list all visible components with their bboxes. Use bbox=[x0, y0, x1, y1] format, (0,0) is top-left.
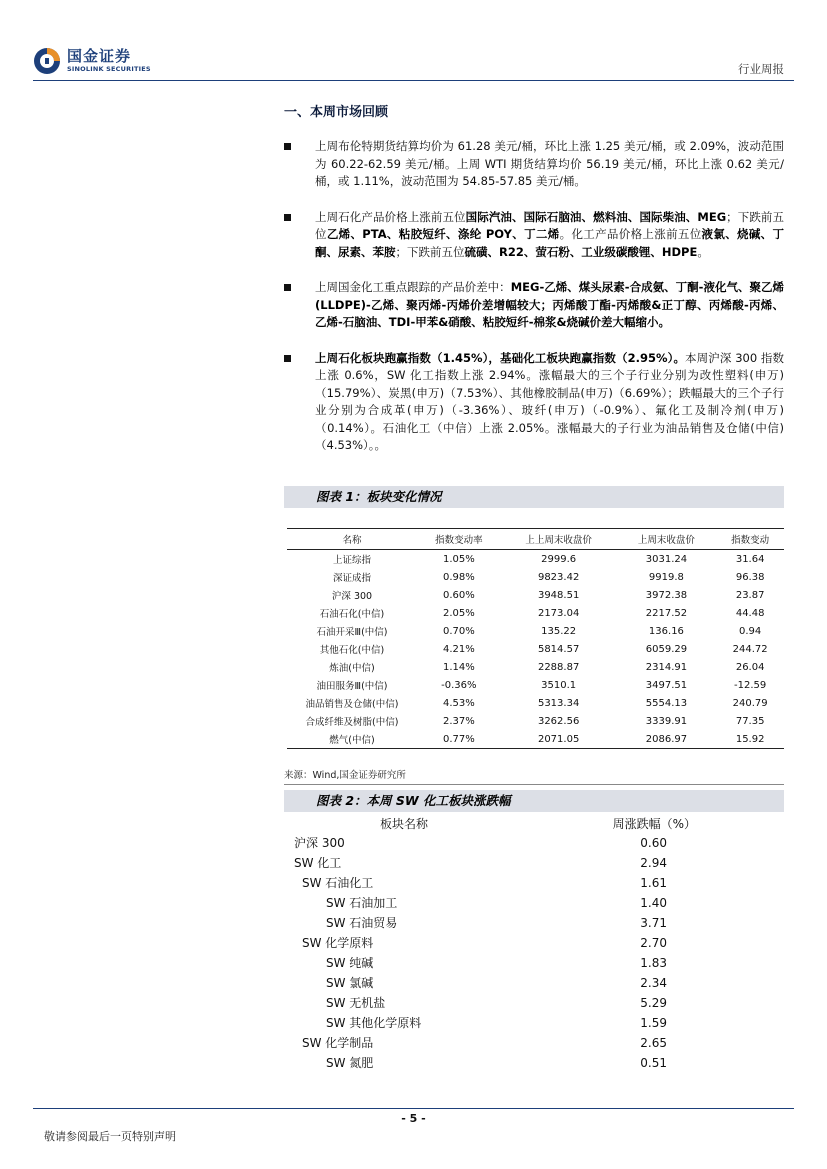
bullet-bold-text: MEG-乙烯、煤头尿素-合成氨、丁酮-液化气、聚乙烯(LLDPE)-乙烯、聚丙烯-丙烯价差增幅较大；丙烯酸丁酯-丙烯酸&正丁醇、丙烯酸-丙烯、乙烯-石脑油、TDI-甲苯&硝酸、粘胶短纤-棉浆&烧碱价差大幅缩小。 bbox=[315, 280, 785, 329]
table-row bbox=[284, 873, 784, 893]
weekly-change-value: 1.83 bbox=[640, 956, 667, 970]
bullet-text: 。化工产品价格上涨前五位 bbox=[559, 227, 702, 241]
figure1-source: 来源：Wind,国金证券研究所 bbox=[284, 770, 406, 781]
value-cell: 0.94 bbox=[739, 625, 762, 637]
value-cell: 2.05% bbox=[442, 607, 475, 619]
weekly-change-value: 1.40 bbox=[640, 896, 667, 910]
disclaimer-note: 敬请参阅最后一页特别声明 bbox=[44, 1130, 176, 1143]
table-row bbox=[287, 712, 784, 730]
table-row bbox=[287, 586, 784, 604]
row-name-cell: 沪深 300 bbox=[331, 591, 373, 602]
weekly-change-value: 2.65 bbox=[640, 1036, 667, 1050]
table-row bbox=[287, 676, 784, 694]
value-cell: 3497.51 bbox=[645, 679, 688, 691]
bullet-bold-text: 乙烯、PTA、粘胶短纤、涤纶 POY、丁二烯 bbox=[326, 227, 560, 241]
value-cell: 3339.91 bbox=[645, 715, 688, 727]
sector-name: SW 化工 bbox=[294, 856, 342, 870]
source-divider bbox=[284, 784, 784, 785]
row-name-cell: 油田服务Ⅲ(中信) bbox=[316, 681, 388, 692]
row-name-cell: 燃气(中信) bbox=[287, 730, 417, 749]
value-cell: 135.22 bbox=[541, 625, 577, 637]
value-cell: 3510.1 bbox=[541, 679, 577, 691]
table-row bbox=[287, 622, 784, 640]
value-cell: 244.72 bbox=[732, 643, 768, 655]
row-name-cell: 上证综指 bbox=[332, 555, 371, 566]
value-cell: 0.70% bbox=[442, 625, 475, 637]
value-cell: 2314.91 bbox=[645, 661, 688, 673]
logo-cn-text: 国金证券 bbox=[67, 47, 132, 65]
value-cell: 2.37% bbox=[442, 715, 475, 727]
value-cell: 2071.05 bbox=[501, 730, 617, 749]
weekly-change-value: 0.60 bbox=[640, 836, 667, 850]
bullet-text: ；下跌前五位 bbox=[315, 209, 784, 241]
sector-name: SW 氯碱 bbox=[326, 976, 374, 990]
bullet-text: 本周沪深 300 指数上涨 0.6%，SW 化工指数上涨 2.94%。涨幅最大的三个子行业分别为改性塑料(申万)（15.79%）、炭黑(申万)（7.53%）、其他橡胶制品(申万)（6.69%）；跌幅最大的三个子行业分别为合成革(申万)（-3.36%）、玻纤(申万)（-0.9%）、氟化工及制冷剂(申万)（0.14%）。石油化工（中信）上涨 2.05%。涨幅最大的子行业为油品销售及仓储(中信)（4.53%）。。 bbox=[315, 350, 784, 452]
value-cell: 2288.87 bbox=[537, 661, 580, 673]
value-cell: 31.64 bbox=[735, 553, 765, 565]
table-row bbox=[287, 568, 784, 586]
row-name-cell: 油品销售及仓储(中信) bbox=[305, 699, 399, 710]
column-header: 名称 bbox=[287, 529, 417, 550]
table-row bbox=[287, 550, 784, 569]
value-cell: 3262.56 bbox=[537, 715, 580, 727]
bullet-oil-prices bbox=[284, 138, 784, 191]
company-logo bbox=[33, 45, 151, 77]
figure1-title: 图表 1：板块变化情况 bbox=[284, 486, 784, 508]
sector-change-table bbox=[287, 528, 784, 749]
bullet-text: 上周布伦特期货结算均价为 61.28 美元/桶，环比上涨 1.25 美元/桶，或 2.09%，波动范围为 60.22-62.59 美元/桶。上周 WTI 期货结算均价 56.19 美元/桶，环比上涨 0.62 美元/桶，或 1.11%，波动范围为 54.85-57.85 美元/桶。 bbox=[315, 139, 784, 188]
weekly-change-value: 1.59 bbox=[640, 1016, 667, 1030]
table-row bbox=[284, 853, 784, 873]
column-header: 上周末收盘价 bbox=[617, 529, 717, 550]
logo-en-text: SINOLINK SECURITIES bbox=[67, 65, 151, 73]
report-type-label: 行业周报 bbox=[738, 62, 784, 76]
table-row bbox=[284, 913, 784, 933]
value-cell: 96.38 bbox=[735, 571, 765, 583]
table-row bbox=[284, 953, 784, 973]
row-name-cell: 石油石化(中信) bbox=[319, 609, 385, 620]
weekly-change-value: 2.70 bbox=[640, 936, 667, 950]
value-cell: 0.60% bbox=[442, 589, 475, 601]
value-cell: 44.48 bbox=[735, 607, 765, 619]
row-name-cell: 炼油(中信) bbox=[329, 663, 375, 674]
value-cell: 0.98% bbox=[442, 571, 475, 583]
market-review-bullets bbox=[284, 138, 784, 473]
value-cell: 136.16 bbox=[648, 625, 684, 637]
table-row bbox=[287, 640, 784, 658]
value-cell: 5814.57 bbox=[537, 643, 580, 655]
bullet-text: 。 bbox=[697, 244, 709, 259]
value-cell: 0.77% bbox=[417, 730, 501, 749]
value-cell: 2086.97 bbox=[617, 730, 717, 749]
bullet-bold-text: 液氯、烧碱、丁酮、尿素、苯胺 bbox=[315, 227, 785, 259]
value-cell: 4.53% bbox=[442, 697, 475, 709]
table-row bbox=[284, 893, 784, 913]
table-header-row bbox=[287, 529, 784, 550]
footer-divider bbox=[33, 1108, 794, 1109]
sector-name: SW 氮肥 bbox=[326, 1056, 374, 1070]
table-row bbox=[284, 1013, 784, 1033]
table-row bbox=[284, 1053, 784, 1073]
weekly-change-value: 0.51 bbox=[640, 1056, 667, 1070]
table-row bbox=[284, 973, 784, 993]
value-cell: 4.21% bbox=[442, 643, 475, 655]
figure2-title: 图表 2：本周 SW 化工板块涨跌幅 bbox=[284, 790, 784, 812]
table-row bbox=[287, 604, 784, 622]
weekly-change-value: 2.34 bbox=[640, 976, 667, 990]
bullet-price-spreads bbox=[284, 279, 784, 332]
column-header: 指数变动 bbox=[716, 529, 784, 550]
row-name-cell: 石油开采Ⅲ(中信) bbox=[316, 627, 388, 638]
bullet-text: 上周石化产品价格上涨前五位 bbox=[315, 209, 466, 224]
bullet-bold-text: 硫磺、R22、萤石粉、工业级碳酸锂、HDPE bbox=[464, 244, 698, 259]
bullet-bold-text: 国际汽油、国际石脑油、燃料油、国际柴油、MEG bbox=[465, 209, 727, 224]
value-cell: 1.14% bbox=[442, 661, 475, 673]
sector-name: SW 化学制品 bbox=[302, 1036, 374, 1050]
value-cell: 5313.34 bbox=[537, 697, 580, 709]
weekly-change-value: 1.61 bbox=[640, 876, 667, 890]
table-row bbox=[284, 993, 784, 1013]
sector-name: SW 化学原料 bbox=[302, 936, 374, 950]
sector-name: SW 石油加工 bbox=[326, 896, 398, 910]
header-divider bbox=[33, 80, 794, 81]
table-row bbox=[287, 730, 784, 749]
weekly-change-value: 3.71 bbox=[640, 916, 667, 930]
column-header: 板块名称 bbox=[380, 817, 429, 831]
sw-chemical-sector-table bbox=[284, 833, 784, 1073]
row-name-cell: 合成纤维及树脂(中信) bbox=[305, 717, 399, 728]
table-row bbox=[284, 833, 784, 853]
row-name-cell: 其他石化(中信) bbox=[319, 645, 385, 656]
sector-name: 沪深 300 bbox=[294, 836, 345, 850]
sector-name: SW 无机盐 bbox=[326, 996, 386, 1010]
sector-name: SW 纯碱 bbox=[326, 956, 374, 970]
value-cell: 2999.6 bbox=[541, 553, 577, 565]
row-name-cell: 深证成指 bbox=[332, 573, 371, 584]
value-cell: 5554.13 bbox=[645, 697, 688, 709]
section-title: 一、本周市场回顾 bbox=[284, 105, 389, 120]
value-cell: -12.59 bbox=[734, 679, 767, 691]
table-row bbox=[287, 658, 784, 676]
logo-mark-icon bbox=[33, 47, 61, 75]
value-cell: 240.79 bbox=[732, 697, 768, 709]
weekly-change-value: 2.94 bbox=[640, 856, 667, 870]
page-number: - 5 - bbox=[401, 1112, 426, 1125]
sector-name: SW 其他化学原料 bbox=[326, 1016, 422, 1030]
value-cell: 2217.52 bbox=[645, 607, 688, 619]
value-cell: 9919.8 bbox=[648, 571, 684, 583]
value-cell: 77.35 bbox=[735, 715, 765, 727]
bullet-sector-performance bbox=[284, 350, 784, 455]
value-cell: 2173.04 bbox=[537, 607, 580, 619]
value-cell: 3972.38 bbox=[645, 589, 688, 601]
column-header: 周涨跌幅（%） bbox=[612, 817, 696, 831]
value-cell: 9823.42 bbox=[537, 571, 580, 583]
table-row bbox=[284, 1033, 784, 1053]
value-cell: 23.87 bbox=[735, 589, 765, 601]
column-header: 上上周末收盘价 bbox=[501, 529, 617, 550]
bullet-text: ；下跌前五位 bbox=[395, 244, 465, 259]
column-header: 指数变动率 bbox=[417, 529, 501, 550]
value-cell: -0.36% bbox=[441, 679, 477, 691]
sector-name: SW 石油化工 bbox=[302, 876, 374, 890]
bullet-text: 上周国金化工重点跟踪的产品价差中： bbox=[315, 280, 511, 294]
value-cell: 3031.24 bbox=[645, 553, 688, 565]
weekly-change-value: 5.29 bbox=[640, 996, 667, 1010]
table-row bbox=[287, 694, 784, 712]
value-cell: 3948.51 bbox=[537, 589, 580, 601]
bullet-bold-text: 上周石化板块跑赢指数（1.45%），基础化工板块跑赢指数（2.95%）。 bbox=[315, 350, 686, 365]
sector-name: SW 石油贸易 bbox=[326, 916, 398, 930]
value-cell: 15.92 bbox=[716, 730, 784, 749]
table-row bbox=[284, 933, 784, 953]
value-cell: 6059.29 bbox=[645, 643, 688, 655]
value-cell: 26.04 bbox=[735, 661, 765, 673]
value-cell: 1.05% bbox=[442, 553, 475, 565]
bullet-product-prices bbox=[284, 209, 784, 262]
